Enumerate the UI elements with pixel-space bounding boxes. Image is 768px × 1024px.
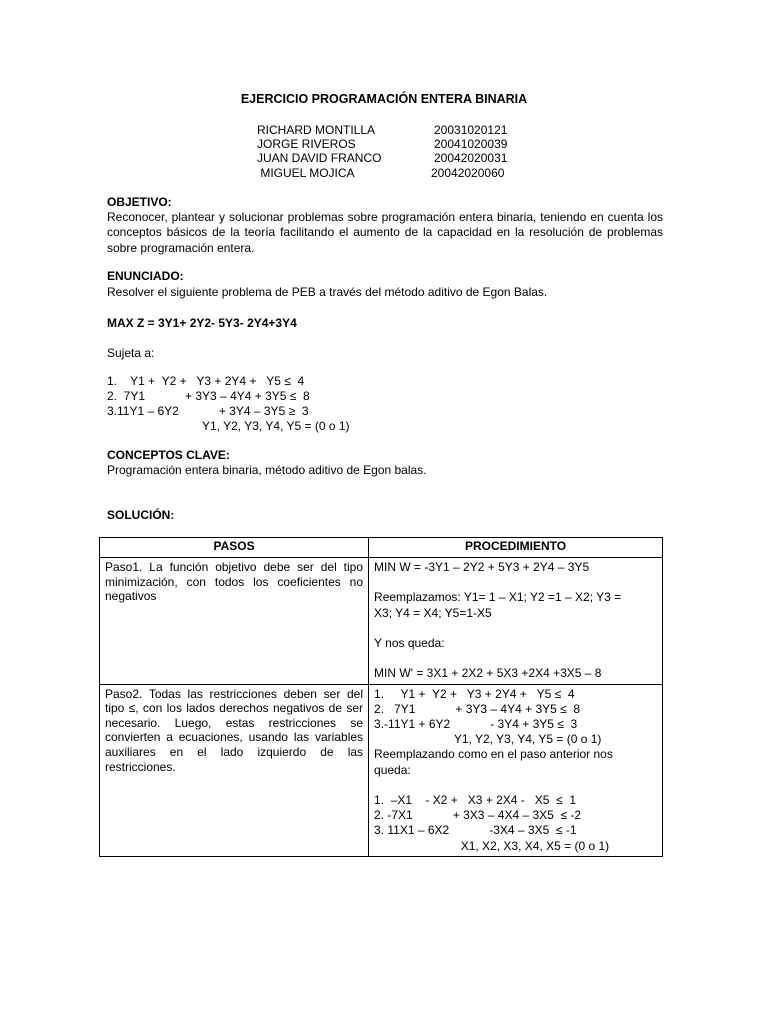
table-header-row bbox=[100, 538, 663, 558]
procedimiento-cell: 1. Y1 + Y2 + Y3 + 2Y4 + Y5 ≤ 4 2. 7Y1 + 3Y3 – 4Y4 + 3Y5 ≤ 8 3.-11Y1 + 6Y2 - 3Y4 + 3Y5 ≤ 3 Y1, Y2, Y3, Y4, Y5 = (0 o 1) Reemplazando como en el paso anterior nos queda: 1. –X1 - X2 + X3 + 2X4 - X5 ≤ 1 2. -7X1 + 3X3 – 4X4 – 3X5 ≤ -2 3. 11X1 – 6X2 -3X4 – 3X5 ≤ -1 X1, X2, X3, X4, X5 = (0 o 1) bbox=[369, 684, 663, 856]
table-row bbox=[100, 684, 663, 856]
column-header-procedimiento: PROCEDIMIENTO bbox=[369, 538, 663, 558]
author-id: 20041020039 bbox=[434, 137, 508, 151]
constraint-2: 2. 7Y1 + 3Y3 – 4Y4 + 3Y5 ≤ 8 bbox=[107, 389, 310, 403]
author-name: MIGUEL MOJICA bbox=[257, 166, 355, 180]
table-row bbox=[100, 558, 663, 685]
enunciado-heading: ENUNCIADO: bbox=[107, 269, 184, 283]
constraint-3: 3.11Y1 – 6Y2 + 3Y4 – 3Y5 ≥ 3 bbox=[107, 404, 309, 418]
author-id: 20042020060 bbox=[431, 166, 505, 180]
objetivo-text: Reconocer, plantear y solucionar problemas sobre programación entera binaria, teniendo en cuenta los conceptos básicos de la teoría facilitando el aumento de la capacidad en la resolución de problemas sobre programación entera. bbox=[107, 210, 663, 255]
author-name: JORGE RIVEROS bbox=[257, 137, 356, 151]
solucion-heading: SOLUCIÓN: bbox=[107, 508, 175, 522]
document-title: EJERCICIO PROGRAMACIÓN ENTERA BINARIA bbox=[240, 92, 528, 106]
paso-cell: Paso1. La función objetivo debe ser del tipo minimización, con todos los coeficientes no negativos bbox=[100, 558, 369, 685]
author-name: RICHARD MONTILLA bbox=[257, 123, 376, 137]
solution-table bbox=[99, 537, 663, 857]
paso-cell: Paso2. Todas las restricciones deben ser del tipo ≤, con los lados derechos negativos de ser necesario. Luego, estas restricciones se convierten a ecuaciones, usando las variables auxiliares en el lado izquierdo de las restricciones. bbox=[100, 684, 369, 856]
author-name: JUAN DAVID FRANCO bbox=[257, 151, 382, 165]
author-id: 20031020121 bbox=[434, 123, 508, 137]
enunciado-text: Resolver el siguiente problema de PEB a través del método aditivo de Egon Balas. bbox=[107, 285, 548, 299]
author-id: 20042020031 bbox=[434, 151, 508, 165]
conceptos-text: Programación entera binaria, método aditivo de Egon balas. bbox=[107, 463, 427, 477]
binary-domain: Y1, Y2, Y3, Y4, Y5 = (0 o 1) bbox=[202, 419, 350, 433]
objetivo-heading: OBJETIVO: bbox=[107, 195, 172, 209]
subject-to-label: Sujeta a: bbox=[107, 346, 155, 360]
objective-function: MAX Z = 3Y1+ 2Y2- 5Y3- 2Y4+3Y4 bbox=[107, 316, 297, 330]
conceptos-heading: CONCEPTOS CLAVE: bbox=[107, 448, 230, 462]
column-header-pasos: PASOS bbox=[100, 538, 369, 558]
procedimiento-cell: MIN W = -3Y1 – 2Y2 + 5Y3 + 2Y4 – 3Y5 Reemplazamos: Y1= 1 – X1; Y2 =1 – X2; Y3 = X3; Y4 = X4; Y5=1-X5 Y nos queda: MIN W' = 3X1 + 2X2 + 5X3 +2X4 +3X5 – 8 bbox=[369, 558, 663, 685]
constraint-1: 1. Y1 + Y2 + Y3 + 2Y4 + Y5 ≤ 4 bbox=[107, 374, 305, 388]
